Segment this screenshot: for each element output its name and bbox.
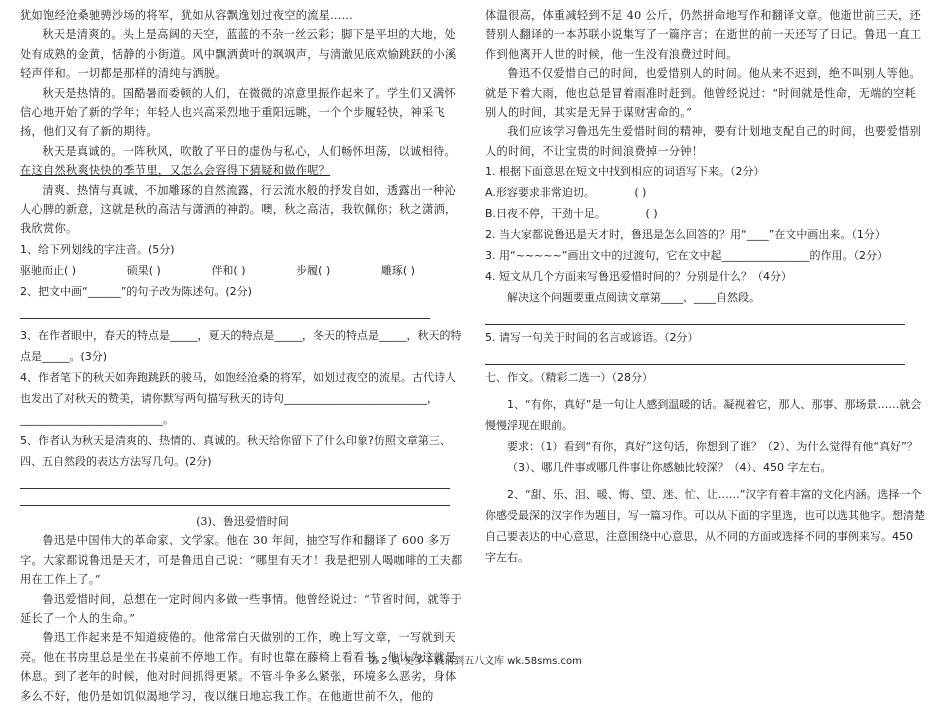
- question-3: 3、在作者眼中，春天的特点是_____，夏天的特点是_____，冬天的特点是_____，秋天的特点是_____。(3分): [20, 328, 462, 363]
- passage-paragraph: 秋天是真诚的。一阵秋风，吹散了平日的虚伪与私心，人们畅怀坦荡，以诚相待。: [42, 144, 456, 158]
- composition-heading: 七、作文。（精彩二选一）（28分）: [485, 371, 653, 385]
- pinyin-item: 步履( ): [296, 263, 331, 277]
- passage-paragraph: 鲁迅工作起来是不知道疲倦的。他常常白天做别的工作，晚上写文章，一写就到天亮。他在书房里总是坐在书桌前不停地工作。有时也靠在藤椅上看看书，他认为这就是休息。到了老年的时候，他对时间抓得更紧。不管斗争多么紧张，环境多么恶劣，身体多么不好，他仍是如饥似渴地学习，夜以继日地忘我工作。在他逝世前不久，他的: [20, 631, 457, 703]
- passage-paragraph: 鲁迅不仅爱惜自己的时间，也爱惜别人的时间。他从来不迟到，绝不叫别人等他。就是下着大雨，他也总是冒着雨准时赶到。他曾经说过：“时间就是性命，无端的空耗别人的时间，其实是无异于谋财害命的。”: [485, 67, 921, 120]
- passage-paragraph: 鲁迅爱惜时间，总想在一定时间内多做一些事情。他曾经说过：“节省时间，就等于延长了一个人的生命。”: [20, 592, 462, 625]
- left-column: [20, 6, 465, 706]
- pinyin-item: 雕琢( ): [380, 263, 415, 277]
- answer-line[interactable]: [20, 474, 450, 489]
- question-r1a: [485, 182, 925, 203]
- underlined-sentence: 在这自然秋爽快快的季节里，又怎么会容得下猜疑和做作呢？: [20, 164, 331, 178]
- answer-line[interactable]: [20, 304, 430, 319]
- page-footer: 第 2 页 更多下载请到五八文库 wk.58sms.com: [368, 656, 582, 667]
- question-1: 1、给下列划线的字注音。(5分): [20, 242, 175, 256]
- passage-paragraph: 清爽、热情与真诚，不加雕琢的自然流露，行云流水般的抒发自如，透露出一种沁人心脾的新意，这就是秋的高洁与潇洒的神韵。噢，秋之高洁，我钦佩你；秋之潇洒，我欣赏你。: [20, 183, 457, 236]
- pinyin-item: 伴和( ): [211, 263, 246, 277]
- answer-paren[interactable]: ( ): [634, 186, 647, 200]
- composition-1-requirements: 要求：（1）看到“有你，真好”这句话，你想到了谁？（2）、为什么觉得有他“真好”？: [507, 440, 918, 454]
- section-3-title: (3)、鲁迅爱惜时间: [196, 514, 289, 528]
- option-a: A.形容要求非常迫切。: [485, 186, 595, 200]
- composition-1-requirements-cont: （3）、哪几件事或哪几件事让你感触比较深？（4）、450 字左右。: [507, 461, 832, 475]
- answer-line[interactable]: [20, 491, 450, 506]
- composition-1: 1、“有你，真好”是一句让人感到温暖的话。凝视着它，那人、那事、那场景……就会慢慢浮现在眼前。: [485, 398, 922, 433]
- question-r2: 2. 当大家都说鲁迅是天才时，鲁迅是怎么回答的？用“____”在文中画出来。（1分）: [485, 228, 886, 242]
- question-r1b: [485, 203, 925, 224]
- question-5: 5、作者认为秋天是清爽的、热情的、真诚的。秋天给你留下了什么印象?仿照文章第三、四、五自然段的表达方法写几句。(2分): [20, 433, 451, 468]
- question-2: 2、把文中画“______”的句子改为陈述句。(2分): [20, 284, 252, 298]
- passage-line: 犹如饱经沧桑驰骋沙场的将军，犹如从容飘逸划过夜空的流星……: [20, 9, 354, 22]
- question-r5: 5. 请写一句关于时间的名言或谚语。（2分）: [485, 331, 699, 345]
- passage-paragraph: 我们应该学习鲁迅先生爱惜时间的精神，要有计划地支配自己的时间，也要爱惜别人的时间，不让宝贵的时间浪费掉一分钟！: [485, 125, 921, 158]
- answer-paren[interactable]: ( ): [645, 207, 658, 221]
- passage-paragraph: 秋天是清爽的。头上是高阔的天空，蓝蓝的不杂一丝云彩；脚下是平坦的大地，处处有成熟的金黄，恬静的小街道。风中飘洒黄叶的飒飒声，与清澈见底欢愉跳跃的小溪轻声伴和。一切都是那样的清纯与洒脱。: [20, 28, 457, 81]
- pinyin-items: [20, 260, 465, 281]
- question-r3: 3. 用“~~~~~”画出文中的过渡句，它在文中起________________的作用。（2分）: [485, 249, 888, 263]
- passage-paragraph: 体温很高，体重减轻到不足 40 公斤，仍然拼命地写作和翻译文章。他逝世前三天，还替别人翻译的一本苏联小说集写了一篇序言；在逝世的前一天还写了日记。鲁迅一直工作到他离开人世的时候，他一生没有浪费过时间。: [485, 9, 922, 61]
- right-column: [485, 6, 925, 568]
- question-4: 4、作者笔下的秋天如奔跑跳跃的骏马，如饱经沧桑的将军，如划过夜空的流星。古代诗人也发出了对秋天的赞美，请你默写两句描写秋天的诗句__________________________，__________________________。: [20, 370, 456, 426]
- option-b: B.日夜不停，干劲十足。: [485, 207, 607, 221]
- passage-paragraph: 秋天是热情的。国酷暑而委顿的人们，在微微的凉意里振作起来了。学生们又满怀信心地开始了新的学年；年轻人也兴高采烈地于重阳远眺，一个个步履轻快，神采飞扬，他们又有了新的期待。: [20, 86, 456, 139]
- pinyin-item: 硕果( ): [126, 263, 161, 277]
- question-r4: 4. 短文从几个方面来写鲁迅爱惜时间的？分别是什么？（4分）: [485, 270, 792, 284]
- question-r1: 1. 根据下面意思在短文中找到相应的词语写下来。（2分）: [485, 165, 765, 179]
- question-r4-hint: 解决这个问题要重点阅读文章第____、____自然段。: [507, 291, 760, 305]
- answer-line[interactable]: [485, 310, 905, 325]
- composition-2: 2、“甜、乐、泪、暖、悔、望、迷、忙、让……”汉字有着丰富的文化内涵。选择一个你感受最深的汉字作为题目，写一篇习作。可以从下面的字里选，也可以选其他字。想清楚自己要表达的中心意思，注意围绕中心意思，从不同的方面或选择不同的事例来写。450 字左右。: [485, 488, 925, 565]
- passage-paragraph: 鲁迅是中国伟大的革命家、文学家。他在 30 年间，抽空写作和翻译了 600 多万字。大家都说鲁迅是天才，可是鲁迅自己说：“哪里有天才！我是把别人喝咖啡的工夫都用在工作上了。”: [20, 534, 463, 587]
- pinyin-item: 驱驰而止( ): [20, 263, 77, 277]
- answer-line[interactable]: [485, 350, 905, 365]
